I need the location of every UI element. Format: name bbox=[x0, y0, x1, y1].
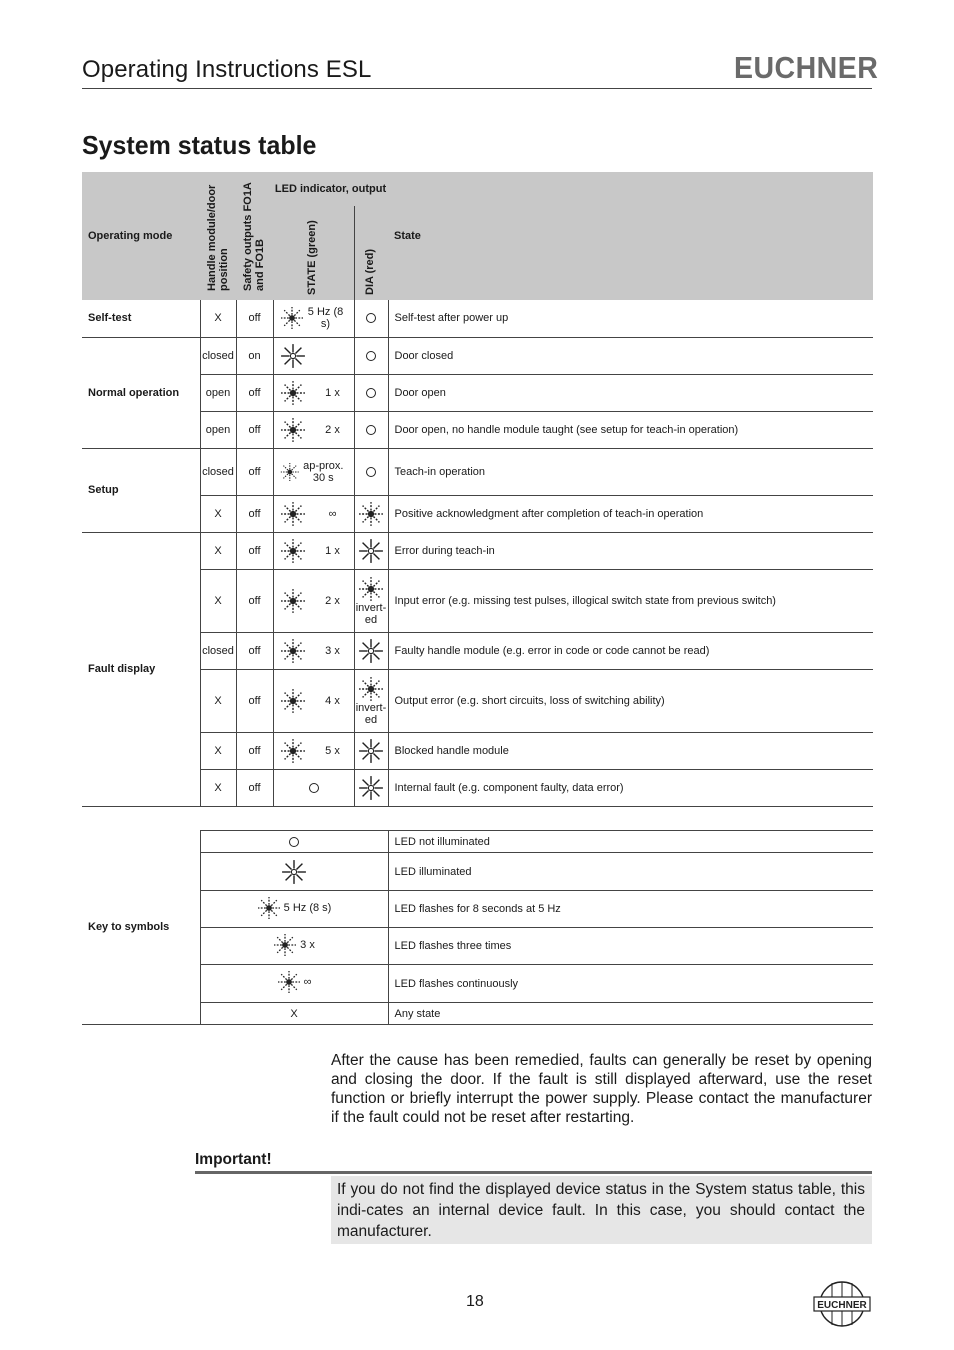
led-off-icon bbox=[366, 388, 376, 398]
key-symbol-cell bbox=[200, 965, 388, 1003]
key-symbol-cell bbox=[200, 891, 388, 928]
key-row bbox=[82, 965, 873, 1003]
key-symbol-cell bbox=[200, 928, 388, 965]
state-description-cell: Self-test after power up bbox=[388, 300, 873, 337]
key-description-cell: LED not illuminated bbox=[388, 831, 873, 853]
header-state-green: STATE (green) bbox=[273, 206, 354, 300]
led-flashing-icon bbox=[277, 970, 301, 994]
led-flashing-icon bbox=[280, 417, 306, 443]
header-handle-position: Handle module/door position bbox=[200, 172, 236, 300]
svg-text:EUCHNER: EUCHNER bbox=[817, 1300, 867, 1311]
safety-output-cell: off bbox=[236, 448, 273, 495]
table-row bbox=[82, 495, 873, 532]
dia-led-cell bbox=[354, 337, 388, 374]
handle-position-cell: X bbox=[200, 495, 236, 532]
operating-mode-cell: Setup bbox=[82, 448, 200, 532]
important-note: If you do not find the displayed device status in the System status table, this indi-cates an internal device fault. In this case, you should contact the manufacturer. bbox=[331, 1176, 872, 1244]
led-flashing-icon bbox=[280, 588, 306, 614]
key-row bbox=[82, 1003, 873, 1025]
dia-note: invert-ed bbox=[355, 601, 387, 626]
table-row bbox=[82, 448, 873, 495]
dia-led-cell bbox=[354, 732, 388, 769]
handle-position-cell: closed bbox=[200, 337, 236, 374]
led-flash-value: 5 x bbox=[325, 744, 340, 757]
key-symbol-cell bbox=[200, 1003, 388, 1025]
led-off-icon bbox=[289, 837, 299, 847]
dia-led-cell bbox=[354, 495, 388, 532]
led-illuminated-icon bbox=[358, 775, 384, 801]
state-led-cell bbox=[273, 374, 354, 411]
handle-position-cell: X bbox=[200, 300, 236, 337]
handle-position-cell: closed bbox=[200, 448, 236, 495]
key-description-cell: Any state bbox=[388, 1003, 873, 1025]
state-description-cell: Door open, no handle module taught (see setup for teach-in operation) bbox=[388, 411, 873, 448]
safety-output-cell: off bbox=[236, 769, 273, 806]
table-row bbox=[82, 632, 873, 669]
key-symbol-text: 5 Hz (8 s) bbox=[283, 901, 332, 914]
header-divider bbox=[82, 88, 872, 89]
led-flash-value: 5 Hz (8 s) bbox=[307, 306, 344, 331]
operating-mode-cell: Fault display bbox=[82, 532, 200, 806]
state-led-cell bbox=[273, 769, 354, 806]
safety-output-cell: off bbox=[236, 532, 273, 569]
state-description-cell: Teach-in operation bbox=[388, 448, 873, 495]
led-flash-value: 2 x bbox=[325, 423, 340, 436]
table-row bbox=[82, 411, 873, 448]
dia-led-cell bbox=[354, 448, 388, 495]
key-row bbox=[82, 831, 873, 853]
handle-position-cell: closed bbox=[200, 632, 236, 669]
state-led-cell bbox=[273, 300, 354, 337]
safety-output-cell: off bbox=[236, 300, 273, 337]
led-flashing-icon bbox=[358, 676, 384, 702]
led-illuminated-icon bbox=[358, 738, 384, 764]
led-illuminated-icon bbox=[358, 538, 384, 564]
euchner-seal-logo bbox=[812, 1280, 872, 1328]
important-divider bbox=[195, 1171, 872, 1174]
state-led-cell bbox=[273, 732, 354, 769]
table-row bbox=[82, 732, 873, 769]
header-operating-mode: Operating mode bbox=[82, 172, 200, 300]
dia-led-cell bbox=[354, 669, 388, 732]
state-led-cell bbox=[273, 569, 354, 632]
led-off-icon bbox=[366, 351, 376, 361]
operating-mode-cell: Normal operation bbox=[82, 337, 200, 448]
key-description-cell: LED flashes for 8 seconds at 5 Hz bbox=[388, 891, 873, 928]
dia-led-cell bbox=[354, 632, 388, 669]
handle-position-cell: X bbox=[200, 669, 236, 732]
led-flashing-icon bbox=[358, 501, 384, 527]
dia-led-cell bbox=[354, 300, 388, 337]
led-flash-value: ap-prox. 30 s bbox=[303, 459, 344, 484]
state-led-cell bbox=[273, 669, 354, 732]
table-row bbox=[82, 769, 873, 806]
table-row bbox=[82, 337, 873, 374]
operating-mode-cell: Self-test bbox=[82, 300, 200, 337]
dia-led-cell bbox=[354, 769, 388, 806]
led-flash-value: ∞ bbox=[328, 507, 337, 520]
handle-position-cell: open bbox=[200, 411, 236, 448]
key-symbol-cell bbox=[200, 831, 388, 853]
led-flash-value: 1 x bbox=[325, 544, 340, 557]
header-safety-outputs: Safety outputs FO1A and FO1B bbox=[236, 172, 273, 300]
key-label: Key to symbols bbox=[82, 831, 200, 1025]
key-symbol-text: ∞ bbox=[303, 976, 312, 988]
led-flash-value: 2 x bbox=[325, 594, 340, 607]
state-description-cell: Positive acknowledgment after completion of teach-in operation bbox=[388, 495, 873, 532]
key-description-cell: LED flashes three times bbox=[388, 928, 873, 965]
reset-instructions-paragraph: After the cause has been remedied, faults can generally be reset by opening and closing the door. If the fault is still displayed afterward, use the reset function or briefly interrupt the power supply. Please contact the manufacturer if the fault could not be reset after restarting. bbox=[331, 1052, 872, 1126]
state-description-cell: Error during teach-in bbox=[388, 532, 873, 569]
handle-position-cell: X bbox=[200, 569, 236, 632]
table-row bbox=[82, 569, 873, 632]
led-flashing-icon bbox=[280, 688, 306, 714]
state-led-cell bbox=[273, 448, 354, 495]
led-flashing-icon bbox=[280, 538, 306, 564]
key-row bbox=[82, 853, 873, 891]
led-flashing-icon bbox=[358, 576, 384, 602]
key-row bbox=[82, 928, 873, 965]
led-flashing-icon bbox=[280, 380, 306, 406]
state-led-cell bbox=[273, 532, 354, 569]
header-state: State bbox=[388, 172, 873, 300]
header-led-indicator: LED indicator, output bbox=[273, 172, 388, 206]
table-row bbox=[82, 532, 873, 569]
led-flashing-icon bbox=[280, 638, 306, 664]
system-status-table bbox=[82, 172, 873, 807]
led-illuminated-icon bbox=[280, 343, 306, 369]
led-flash-value: 3 x bbox=[325, 644, 340, 657]
state-description-cell: Door closed bbox=[388, 337, 873, 374]
brand-logo: EUCHNER bbox=[734, 50, 879, 85]
led-flashing-icon bbox=[257, 896, 281, 920]
table-row bbox=[82, 374, 873, 411]
state-description-cell: Door open bbox=[388, 374, 873, 411]
led-flashing-icon bbox=[280, 459, 300, 485]
handle-position-cell: X bbox=[200, 532, 236, 569]
table-row bbox=[82, 669, 873, 732]
key-symbol-cell bbox=[200, 853, 388, 891]
handle-position-cell: X bbox=[200, 732, 236, 769]
safety-output-cell: off bbox=[236, 495, 273, 532]
important-label: Important! bbox=[195, 1151, 272, 1168]
safety-output-cell: off bbox=[236, 669, 273, 732]
page-number: 18 bbox=[466, 1293, 484, 1310]
key-to-symbols-table bbox=[82, 830, 873, 1025]
key-symbol-text: X bbox=[290, 1007, 298, 1020]
key-symbol-text: 3 x bbox=[300, 938, 315, 951]
safety-output-cell: off bbox=[236, 374, 273, 411]
led-flashing-icon bbox=[273, 933, 297, 957]
dia-led-cell bbox=[354, 374, 388, 411]
handle-position-cell: X bbox=[200, 769, 236, 806]
safety-output-cell: off bbox=[236, 732, 273, 769]
led-off-icon bbox=[309, 783, 319, 793]
led-illuminated-icon bbox=[281, 859, 307, 885]
state-description-cell: Input error (e.g. missing test pulses, illogical switch state from previous switch) bbox=[388, 569, 873, 632]
led-flash-value: 1 x bbox=[325, 386, 340, 399]
led-flashing-icon bbox=[280, 305, 304, 331]
state-led-cell bbox=[273, 495, 354, 532]
header-dia-red: DIA (red) bbox=[354, 206, 388, 300]
led-off-icon bbox=[366, 425, 376, 435]
led-flashing-icon bbox=[280, 501, 306, 527]
led-off-icon bbox=[366, 313, 376, 323]
state-description-cell: Internal fault (e.g. component faulty, data error) bbox=[388, 769, 873, 806]
safety-output-cell: off bbox=[236, 411, 273, 448]
state-led-cell bbox=[273, 411, 354, 448]
led-flashing-icon bbox=[280, 738, 306, 764]
key-row bbox=[82, 891, 873, 928]
led-flash-value: 4 x bbox=[325, 694, 340, 707]
table-row bbox=[82, 300, 873, 337]
dia-led-cell bbox=[354, 411, 388, 448]
led-illuminated-icon bbox=[358, 638, 384, 664]
state-description-cell: Faulty handle module (e.g. error in code or code cannot be read) bbox=[388, 632, 873, 669]
section-title: System status table bbox=[82, 130, 317, 160]
state-description-cell: Output error (e.g. short circuits, loss of switching ability) bbox=[388, 669, 873, 732]
dia-led-cell bbox=[354, 532, 388, 569]
dia-note: invert-ed bbox=[355, 701, 387, 726]
state-led-cell bbox=[273, 337, 354, 374]
safety-output-cell: on bbox=[236, 337, 273, 374]
safety-output-cell: off bbox=[236, 632, 273, 669]
led-off-icon bbox=[366, 467, 376, 477]
key-description-cell: LED flashes continuously bbox=[388, 965, 873, 1003]
state-led-cell bbox=[273, 632, 354, 669]
state-description-cell: Blocked handle module bbox=[388, 732, 873, 769]
key-description-cell: LED illuminated bbox=[388, 853, 873, 891]
document-title: Operating Instructions ESL bbox=[82, 56, 372, 83]
safety-output-cell: off bbox=[236, 569, 273, 632]
handle-position-cell: open bbox=[200, 374, 236, 411]
dia-led-cell bbox=[354, 569, 388, 632]
